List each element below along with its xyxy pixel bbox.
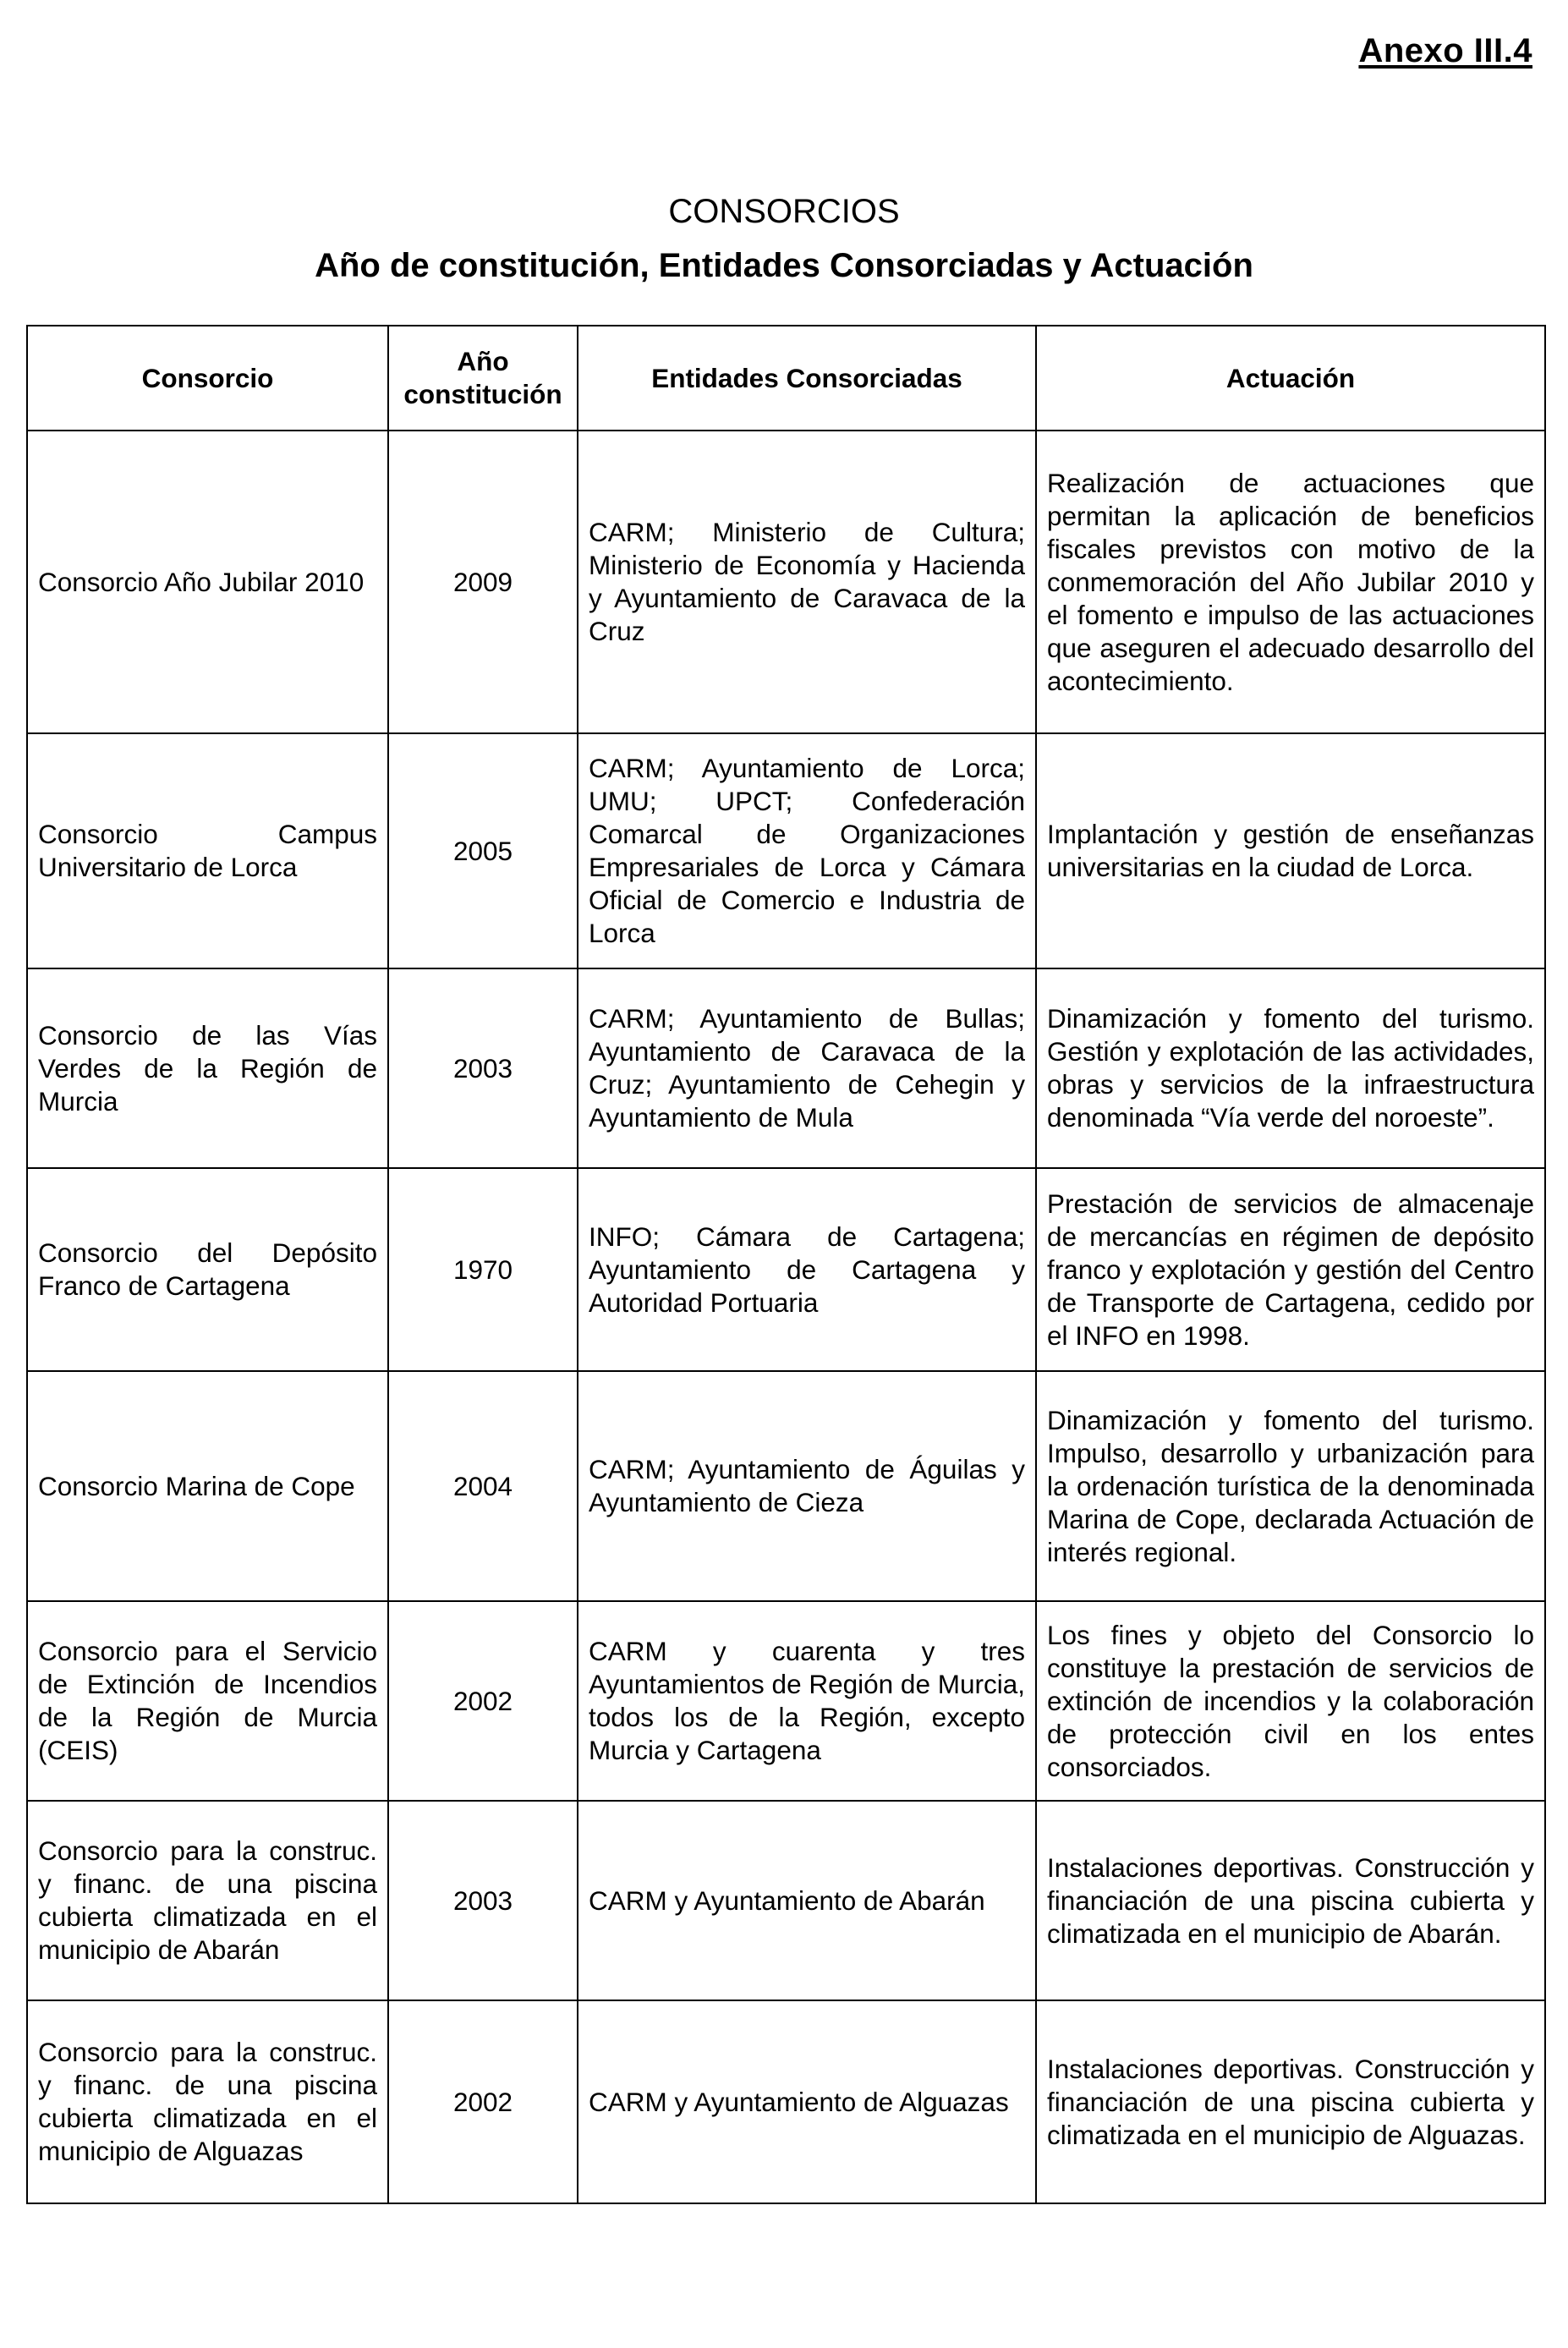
cell-anio: 1970 (388, 1168, 578, 1371)
cell-entidades: CARM; Ayuntamiento de Lorca; UMU; UPCT; Confederación Comarcal de Organizaciones Empresariales de Lorca y Cámara Oficial de Comercio e Industria de Lorca (578, 733, 1036, 968)
cell-entidades: CARM y cuarenta y tres Ayuntamientos de Región de Murcia, todos los de la Región, excepto Murcia y Cartagena (578, 1601, 1036, 1801)
cell-actuacion: Dinamización y fomento del turismo. Impulso, desarrollo y urbanización para la ordenación turística de la denominada Marina de Cope, declarada Actuación de interés regional. (1036, 1371, 1545, 1601)
cell-actuacion: Los fines y objeto del Consorcio lo constituye la prestación de servicios de extinción de incendios y la colaboración de protección civil en los entes consorciados. (1036, 1601, 1545, 1801)
table-row (27, 968, 1545, 1168)
annex-label: Anexo III.4 (1358, 32, 1532, 69)
cell-consorcio: Consorcio Año Jubilar 2010 (27, 431, 388, 733)
cell-actuacion: Realización de actuaciones que permitan la aplicación de beneficios fiscales previstos con motivo de la conmemoración del Año Jubilar 2010 y el fomento e impulso de las actuaciones que aseguren el adecuado desarrollo del acontecimiento. (1036, 431, 1545, 733)
page-title: CONSORCIOS (668, 193, 900, 230)
table-header-row (27, 326, 1545, 431)
cell-anio: 2002 (388, 1601, 578, 1801)
cell-anio: 2005 (388, 733, 578, 968)
cell-entidades: CARM y Ayuntamiento de Abarán (578, 1801, 1036, 2000)
cell-anio: 2002 (388, 2000, 578, 2203)
header-entidades-consorciadas: Entidades Consorciadas (578, 326, 1036, 431)
table-row (27, 733, 1545, 968)
cell-entidades: CARM y Ayuntamiento de Alguazas (578, 2000, 1036, 2203)
consorcios-table (26, 325, 1546, 2204)
header-actuacion: Actuación (1036, 326, 1545, 431)
table-row (27, 1601, 1545, 1801)
cell-entidades: CARM; Ayuntamiento de Bullas; Ayuntamiento de Caravaca de la Cruz; Ayuntamiento de Cehegin y Ayuntamiento de Mula (578, 968, 1036, 1168)
title-block (0, 191, 1568, 286)
header-consorcio: Consorcio (27, 326, 388, 431)
cell-entidades: CARM; Ayuntamiento de Águilas y Ayuntamiento de Cieza (578, 1371, 1036, 1601)
cell-actuacion: Prestación de servicios de almacenaje de mercancías en régimen de depósito franco y explotación y gestión del Centro de Transporte de Cartagena, cedido por el INFO en 1998. (1036, 1168, 1545, 1371)
header-anio-constitucion: Año constitución (388, 326, 578, 431)
cell-consorcio: Consorcio de las Vías Verdes de la Región de Murcia (27, 968, 388, 1168)
cell-actuacion: Instalaciones deportivas. Construcción y financiación de una piscina cubierta y climatizada en el municipio de Alguazas. (1036, 2000, 1545, 2203)
cell-consorcio: Consorcio Campus Universitario de Lorca (27, 733, 388, 968)
table-row (27, 431, 1545, 733)
cell-anio: 2004 (388, 1371, 578, 1601)
table-row (27, 2000, 1545, 2203)
cell-consorcio: Consorcio para la construc. y financ. de una piscina cubierta climatizada en el municipio de Abarán (27, 1801, 388, 2000)
cell-consorcio: Consorcio del Depósito Franco de Cartagena (27, 1168, 388, 1371)
page-subtitle: Año de constitución, Entidades Consorciadas y Actuación (315, 247, 1253, 284)
table-row (27, 1801, 1545, 2000)
cell-actuacion: Instalaciones deportivas. Construcción y financiación de una piscina cubierta y climatizada en el municipio de Abarán. (1036, 1801, 1545, 2000)
cell-consorcio: Consorcio Marina de Cope (27, 1371, 388, 1601)
cell-consorcio: Consorcio para la construc. y financ. de una piscina cubierta climatizada en el municipio de Alguazas (27, 2000, 388, 2203)
table-row (27, 1168, 1545, 1371)
cell-entidades: CARM; Ministerio de Cultura; Ministerio de Economía y Hacienda y Ayuntamiento de Caravaca de la Cruz (578, 431, 1036, 733)
cell-anio: 2003 (388, 968, 578, 1168)
table-row (27, 1371, 1545, 1601)
cell-entidades: INFO; Cámara de Cartagena; Ayuntamiento de Cartagena y Autoridad Portuaria (578, 1168, 1036, 1371)
cell-actuacion: Implantación y gestión de enseñanzas universitarias en la ciudad de Lorca. (1036, 733, 1545, 968)
cell-anio: 2003 (388, 1801, 578, 2000)
cell-actuacion: Dinamización y fomento del turismo. Gestión y explotación de las actividades, obras y servicios de la infraestructura denominada “Vía verde del noroeste”. (1036, 968, 1545, 1168)
cell-consorcio: Consorcio para el Servicio de Extinción de Incendios de la Región de Murcia (CEIS) (27, 1601, 388, 1801)
cell-anio: 2009 (388, 431, 578, 733)
